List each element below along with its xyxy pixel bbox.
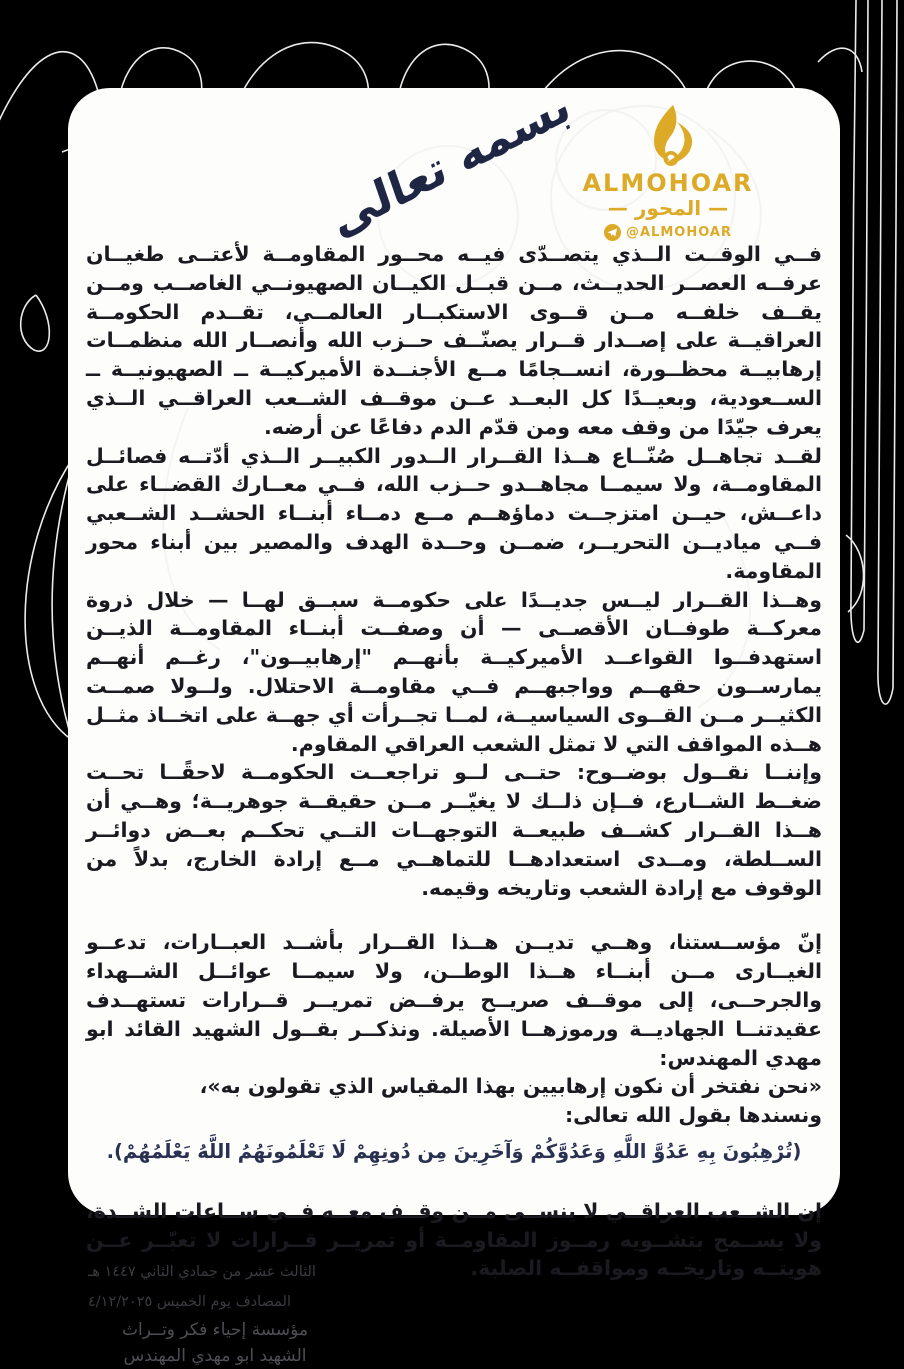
org-line-1: مؤسسة إحياء فكر وتــراث (122, 1320, 309, 1341)
hijri-date: الثالث عشر من جمادي الثاني ١٤٤٧ هـ (88, 1264, 316, 1281)
brand-logo (573, 104, 763, 241)
quran-verse: (تُرْهِبُونَ بِهِ عَدُوَّ اللَّهِ وَعَدُوَّكُمْ وَآخَرِينَ مِن دُونِهِمْ لَا تَعْلَمُونَهُمُ اللَّهُ يَعْلَمُهُمْ). (106, 1139, 802, 1163)
gregorian-date: المصادف يوم الخميس ٤/١٢/٢٠٢٥ (88, 1294, 291, 1311)
brand-name-arabic: — المحور — (607, 196, 729, 220)
telegram-row (604, 224, 732, 241)
paragraph-1: فــي الوقــت الــذي يتصــدّى فيــه محــور المقاومــة لأعتــى طغيــان عرفــه العصــر الحديــث، مــن قبــل الكيــان الصهيونــي الغاصــب ومــن يقــف خلفــه مــن قــوى الاستكبــار العالمــي، تقــدم الحكومــة العراقيــة على إصــدار قــرار يصنّــف حــزب الله وأنصــار الله منظمــات إرهابيــة محظــورة، انســجامًا مــع الأجنــدة الأميركيــة ــ الصهيونيــة ــ الســعودية، وبعيــدًا كل البعــد عــن موقــف الشــعب العراقــي الــذي يعرف جيّدًا من وقف معه ومن قدّم الدم دفاعًا عن أرضه. (86, 242, 822, 439)
paragraph-4: وإننــا نقــول بوضــوح: حتــى لــو تراجعــت الحكومــة لاحقًــا تحــت ضغــط الشــارع، فــإن ذلــك لا يغيّــر مــن حقيقــة جوهريــة؛ وهــي أن هــذا القــرار كشــف طبيعــة التوجهــات التــي تحكــم بعــض دوائــر الســلطة، ومــدى استعدادهــا للتماهــي مــع إرادة الخارج، بدلاً من الوقوف مع إرادة الشعب وتاريخه وقيمه. (86, 760, 822, 900)
flame-icon (642, 104, 694, 166)
org-signature (122, 1317, 308, 1369)
brand-name-english: ALMOHOAR (582, 169, 754, 197)
resistance-quote: «نحن نفتخر أن نكون إرهابيين بهذا المقياس الذي تقولون به»، (199, 1074, 822, 1099)
date-block (88, 1257, 316, 1317)
paragraph-5: إنّ مؤســستنا، وهــي تديــن هــذا القــرار بأشــد العبــارات، تدعــو الغيــارى مــن أبنــاء هــذا الوطــن، ولا سيمــا عوائــل الشــهداء والجرحــى، إلى موقــف صريــح يرفــض تمريــر قــرارات تستهــدف عقيدتنــا الجهاديــة ورموزهــا الأصيلة. ونذكــر بقــول الشهيد القائد ابو مهدي المهندس: (86, 930, 822, 1070)
paragraph-6 (86, 1197, 822, 1311)
basmala-calligraphy (324, 76, 578, 248)
basmala-text: بسمه تعالى (324, 76, 578, 248)
telegram-handle: @ALMOHOAR (626, 225, 732, 240)
paragraph-3: وهــذا القــرار ليــس جديــدًا على حكومــة سبــق لهــا — خلال ذروة معركــة طوفــان الأقصــى — أن وصفــت أبنــاء المقاومــة الذيــن استهدفــوا القواعــد الأميركيــة بأنهــم "إرهابيــون"، رغــم أنهــم يمارســون حقهــم وواجبهــم فــي مقاومــة الاحتلال. ولــولا صمــت الكثيــر مــن القــوى السياسيــة، لمــا تجــرأت أي جهــة على اتخــاذ مثــل هــذه المواقف التي لا تمثل الشعب العراقي المقاوم. (86, 587, 822, 756)
statement-body (68, 240, 840, 1369)
telegram-icon (604, 224, 621, 241)
org-line-2: الشهيد ابو مهدي المهندس (123, 1346, 307, 1367)
card-header (68, 76, 840, 248)
paragraph-6-text: إن الشــعب العراقــي لا ينســى مــن وقــف معــه فــي ســاعات الشــدة، ولا يســمح بتشــويه رمــوز المقاومــة أو تمريــر قــرارات لا تعبّــر عــن هويتــه وتاريخــه ومواقفــه الصلبة. (86, 1198, 822, 1281)
paragraph-2: لقــد تجاهــل صُنّــاع هــذا القــرار الــدور الكبيــر الــذي أدّتــه فصائــل المقاومــة، ولا سيمــا مجاهــدو حــزب الله، فــي معــارك القضــاء على داعــش، حيــن امتزجــت دماؤهــم مــع دمــاء أبنــاء الحشــد الشــعبي فــي مياديــن التحريــر، ضمــن وحــدة الهدف والمصير بين أبناء محور المقاومة. (86, 443, 822, 583)
quote-intro: ونسندها بقول الله تعالى: (564, 1103, 822, 1128)
statement-card (68, 76, 840, 1367)
